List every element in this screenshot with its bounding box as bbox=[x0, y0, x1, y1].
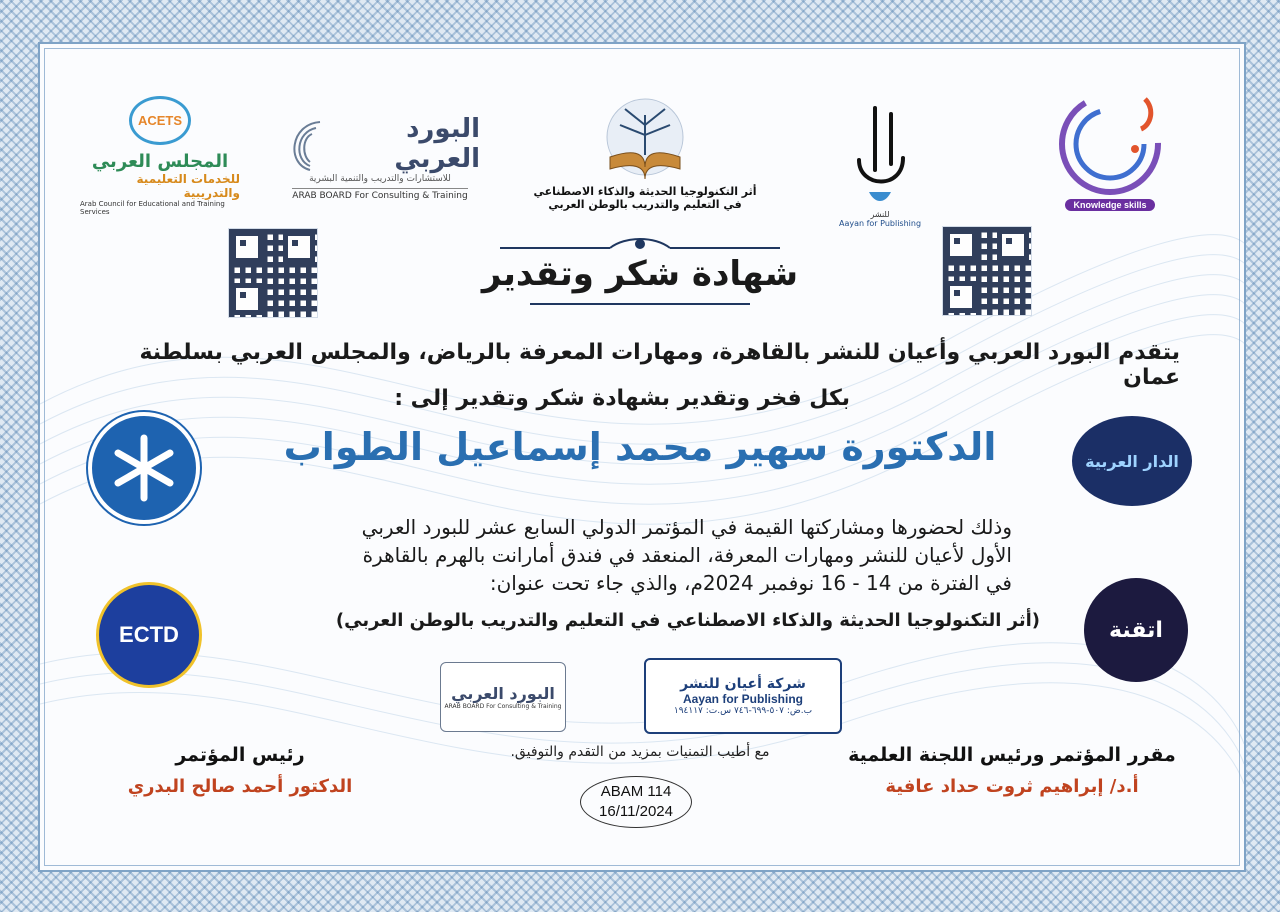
snowflake-badge bbox=[88, 412, 200, 524]
arab-board-name: البورد العربي bbox=[394, 114, 480, 174]
signature-left bbox=[110, 744, 370, 797]
conference-line1: أثر التكنولوجيا الحديثة والذكاء الاصطناعي bbox=[533, 184, 757, 198]
acets-mark: ACETS bbox=[129, 96, 191, 145]
acets-logo bbox=[80, 96, 240, 216]
body-line-3: في الفترة من 14 - 16 نوفمبر 2024م، والذي جاء تحت عنوان: bbox=[489, 571, 1012, 595]
signature-right-role: مقرر المؤتمر ورئيس اللجنة العلمية bbox=[848, 744, 1176, 766]
ectd-text: ECTD bbox=[119, 622, 179, 647]
intro-line-2: بكل فخر وتقدير بشهادة شكر وتقدير إلى : bbox=[394, 386, 850, 411]
certificate-code-oval bbox=[580, 776, 692, 828]
stamp-aayan-english: Aayan for Publishing bbox=[682, 692, 803, 706]
certificate-title-banner bbox=[470, 234, 810, 314]
acets-name: المجلس العربي bbox=[91, 151, 229, 172]
body-line-1: وذلك لحضورها ومشاركتها القيمة في المؤتمر الدولي السابع عشر للبورد العربي bbox=[361, 515, 1012, 539]
signature-left-name: الدكتور أحمد صالح البدري bbox=[127, 776, 353, 797]
signature-left-role: رئيس المؤتمر bbox=[175, 744, 305, 766]
arab-board-emblem-icon bbox=[280, 114, 324, 174]
stamp-arab-board-name: البورد العربي bbox=[451, 684, 555, 703]
ectd-badge bbox=[96, 582, 202, 688]
body-line-2: الأول لأعيان للنشر ومهارات المعرفة، المنعقد في فندق أمارانت بالهرم بالقاهرة bbox=[362, 543, 1012, 567]
signature-right bbox=[832, 744, 1192, 797]
qr-code-right[interactable] bbox=[942, 226, 1032, 316]
arab-board-logo bbox=[280, 100, 480, 215]
stamp-aayan-phone: ب.ض: ٥٠٧-٦٩٩-٧٤٦ س.ت: ١٩٤١١٧ bbox=[673, 706, 813, 716]
knowledge-skills-label: Knowledge skills bbox=[1065, 199, 1154, 211]
aayan-stamp bbox=[644, 658, 842, 734]
arab-house-badge bbox=[1072, 416, 1192, 506]
arab-board-english: ARAB BOARD For Consulting & Training bbox=[292, 188, 467, 201]
aayan-sub: للنشر bbox=[870, 210, 890, 219]
book-circuit-icon bbox=[590, 95, 700, 185]
recipient-name: الدكتورة سهير محمد إسماعيل الطواب bbox=[283, 425, 997, 469]
qr-code-left[interactable] bbox=[228, 228, 318, 318]
snowflake-icon bbox=[109, 433, 179, 503]
itqana-text: اتقنة bbox=[1109, 617, 1163, 643]
certificate-date: 16/11/2024 bbox=[599, 803, 673, 820]
acets-sub: للخدمات التعليمية والتدريبية bbox=[136, 172, 240, 200]
arab-house-text: الدار العربية bbox=[1085, 451, 1179, 471]
stamp-aayan-name: شركة أعيان للنشر bbox=[680, 676, 806, 692]
knowledge-skills-logo bbox=[1040, 80, 1180, 220]
closing-wish: مع أطيب التمنيات بمزيد من التقدم والتوفيق. bbox=[510, 744, 770, 760]
arab-board-sub: للاستشارات والتدريب والتنمية البشرية bbox=[309, 174, 451, 184]
aayan-logo bbox=[830, 84, 930, 244]
signature-right-name: أ.د/ إبراهيم ثروت حداد عافية bbox=[885, 776, 1139, 797]
conference-line2: في التعليم والتدريب بالوطن العربي bbox=[548, 197, 742, 211]
aayan-calligraphy-icon bbox=[845, 100, 915, 210]
conference-title: (أثر التكنولوجيا الحديثة والذكاء الاصطناعي في التعليم والتدريب بالوطن العربي) bbox=[335, 610, 1040, 631]
stamp-arab-board-english: ARAB BOARD For Consulting & Training bbox=[444, 703, 562, 710]
certificate-title: شهادة شكر وتقدير bbox=[481, 254, 799, 294]
arab-board-stamp bbox=[440, 662, 566, 732]
itqana-badge bbox=[1084, 578, 1188, 682]
knowledge-skills-emblem-icon bbox=[1055, 89, 1165, 199]
conference-logo bbox=[530, 80, 760, 225]
intro-line-1: يتقدم البورد العربي وأعيان للنشر بالقاهرة، ومهارات المعرفة بالرياض، والمجلس العربي بسلطنة عمان bbox=[139, 340, 1180, 390]
certificate-code: ABAM 114 bbox=[600, 783, 672, 800]
acets-english: Arab Council for Educational and Training Services bbox=[80, 200, 225, 216]
title-ornament-icon bbox=[470, 234, 810, 314]
aayan-english: Aayan for Publishing bbox=[838, 219, 922, 228]
